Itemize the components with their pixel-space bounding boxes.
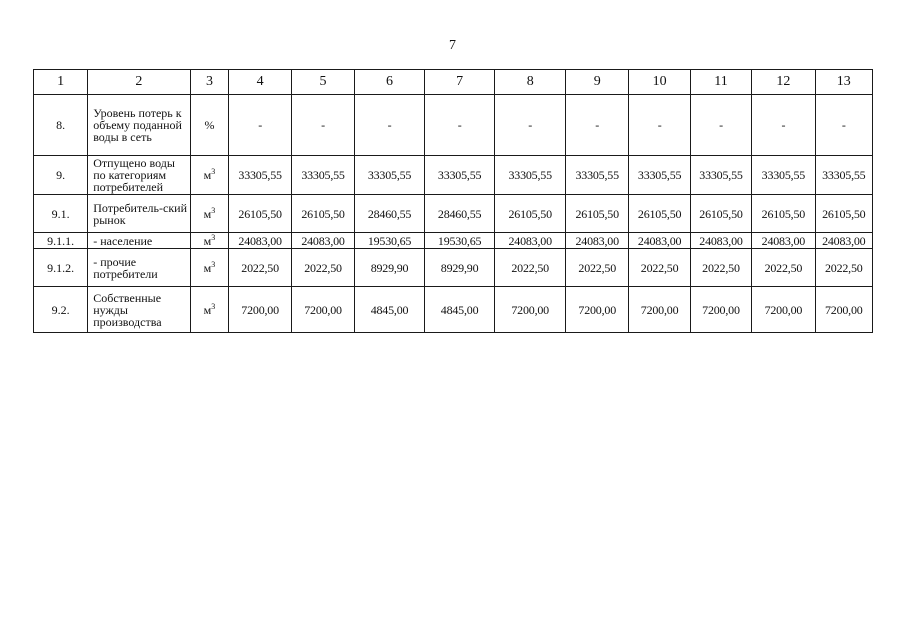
table-row [34,156,873,195]
value-cell: 7200,00 [291,287,354,333]
value-cell: 19530,65 [355,233,425,249]
column-header: 6 [355,70,425,95]
value-cell: 24083,00 [690,233,751,249]
value-cell: 7200,00 [690,287,751,333]
value-cell: 33305,55 [690,156,751,195]
value-cell: - [690,95,751,156]
value-cell: 8929,90 [424,249,495,287]
value-cell: 2022,50 [690,249,751,287]
value-cell: 7200,00 [752,287,815,333]
header-row [34,70,873,95]
table-row [34,233,873,249]
value-cell: - [355,95,425,156]
column-header: 1 [34,70,88,95]
column-header: 3 [190,70,229,95]
table-row [34,249,873,287]
data-table [33,69,873,333]
row-number: 9.2. [34,287,88,333]
value-cell: 7200,00 [629,287,690,333]
value-cell: 26105,50 [752,195,815,233]
row-name: Собственные нужды производства [88,287,190,333]
page-number: 7 [449,38,456,53]
value-cell: 26105,50 [629,195,690,233]
table-header [34,70,873,95]
column-header: 4 [229,70,291,95]
column-header: 9 [565,70,628,95]
value-cell: 26105,50 [291,195,354,233]
row-unit: % [190,95,229,156]
row-name: - население [88,233,190,249]
value-cell: 28460,55 [424,195,495,233]
value-cell: 26105,50 [495,195,566,233]
value-cell: 33305,55 [565,156,628,195]
value-cell: 7200,00 [815,287,872,333]
value-cell: 7200,00 [229,287,291,333]
value-cell: 26105,50 [690,195,751,233]
row-name: Уровень потерь к объему поданной воды в сеть [88,95,190,156]
row-unit: $м^3$ [190,195,229,233]
column-header: 5 [291,70,354,95]
value-cell: 33305,55 [495,156,566,195]
value-cell: - [815,95,872,156]
value-cell: 24083,00 [629,233,690,249]
row-unit: $м^3$ [190,287,229,333]
value-cell: 24083,00 [495,233,566,249]
value-cell: 24083,00 [291,233,354,249]
value-cell: 2022,50 [291,249,354,287]
value-cell: 2022,50 [752,249,815,287]
row-unit: $м^3$ [190,249,229,287]
value-cell: 2022,50 [815,249,872,287]
row-name: - прочие потребители [88,249,190,287]
value-cell: 33305,55 [752,156,815,195]
value-cell: 2022,50 [229,249,291,287]
column-header: 2 [88,70,190,95]
column-header: 12 [752,70,815,95]
value-cell: 2022,50 [565,249,628,287]
row-unit: $м^3$ [190,156,229,195]
value-cell: 19530,65 [424,233,495,249]
value-cell: 2022,50 [495,249,566,287]
value-cell: 24083,00 [815,233,872,249]
value-cell: 33305,55 [629,156,690,195]
table-body [34,95,873,333]
row-number: 9.1. [34,195,88,233]
value-cell: - [495,95,566,156]
row-name: Потребитель-ский рынок [88,195,190,233]
value-cell: 7200,00 [495,287,566,333]
row-name: Отпущено воды по категориям потребителей [88,156,190,195]
value-cell: - [752,95,815,156]
value-cell: 33305,55 [229,156,291,195]
row-number: 9.1.2. [34,249,88,287]
table-row [34,95,873,156]
value-cell: 33305,55 [815,156,872,195]
value-cell: 4845,00 [424,287,495,333]
value-cell: - [424,95,495,156]
value-cell: - [229,95,291,156]
row-unit: $м^3$ [190,233,229,249]
value-cell: 7200,00 [565,287,628,333]
value-cell: 24083,00 [565,233,628,249]
value-cell: - [291,95,354,156]
column-header: 7 [424,70,495,95]
row-number: 8. [34,95,88,156]
table-row [34,195,873,233]
value-cell: 33305,55 [291,156,354,195]
row-number: 9.1.1. [34,233,88,249]
value-cell: 2022,50 [629,249,690,287]
value-cell: 33305,55 [355,156,425,195]
value-cell: 26105,50 [229,195,291,233]
value-cell: - [565,95,628,156]
column-header: 10 [629,70,690,95]
column-header: 8 [495,70,566,95]
table-row [34,287,873,333]
value-cell: 33305,55 [424,156,495,195]
value-cell: 26105,50 [565,195,628,233]
column-header: 13 [815,70,872,95]
value-cell: 8929,90 [355,249,425,287]
value-cell: 26105,50 [815,195,872,233]
value-cell: 24083,00 [752,233,815,249]
row-number: 9. [34,156,88,195]
value-cell: 4845,00 [355,287,425,333]
column-header: 11 [690,70,751,95]
value-cell: 24083,00 [229,233,291,249]
value-cell: - [629,95,690,156]
value-cell: 28460,55 [355,195,425,233]
